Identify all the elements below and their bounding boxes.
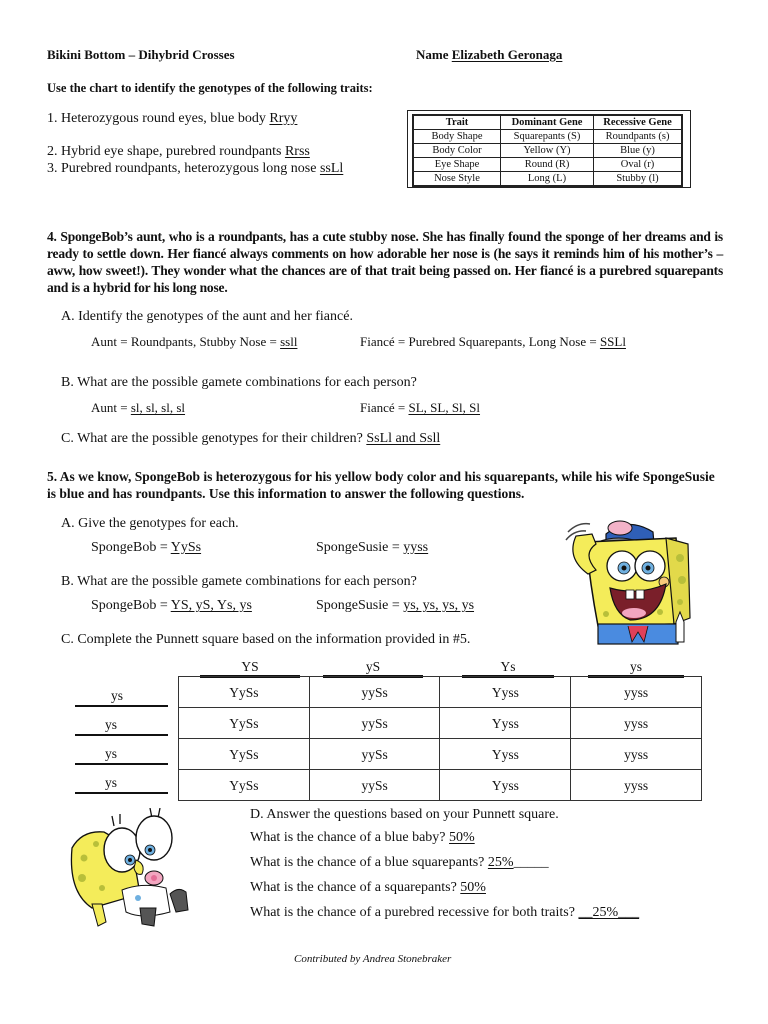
q5-d-answer: 25%	[487, 855, 514, 870]
q4-b-aunt-label: Aunt =	[91, 400, 131, 415]
q5-d-question-3	[250, 880, 486, 896]
recessive-cell: Stubby (l)	[594, 172, 683, 187]
q5-d-question-1	[250, 830, 475, 846]
punnett-cell: Yyss	[440, 770, 571, 801]
punnett-row	[179, 708, 702, 739]
punnett-cell: YySs	[179, 770, 310, 801]
footer-credit: Contributed by Andrea Stonebraker	[294, 953, 452, 965]
q5-b-spongebob	[91, 598, 252, 614]
baby-spongebob-illustration	[62, 808, 197, 928]
intro-item-3	[47, 161, 343, 177]
punnett-cell: Yyss	[440, 739, 571, 770]
punnett-cell: yyss	[571, 739, 702, 770]
recessive-cell: Oval (r)	[594, 158, 683, 172]
q5-d-answer: 50%	[460, 880, 486, 895]
intro-item-1	[47, 111, 297, 127]
q4-b-fiance-answer: SL, SL, Sl, Sl	[408, 400, 481, 415]
punnett-row	[179, 739, 702, 770]
punnett-row	[179, 770, 702, 801]
dominant-header: Dominant Gene	[501, 115, 594, 130]
trait-cell: Body Color	[413, 144, 501, 158]
q5-d-question-text: What is the chance of a blue squarepants?	[250, 855, 488, 870]
punnett-row-header	[75, 689, 168, 707]
q5-a-question: A. Give the genotypes for each.	[61, 516, 239, 531]
q4-c-question-text: C. What are the possible genotypes for their children?	[61, 431, 367, 446]
q4-a-aunt-label: Aunt = Roundpants, Stubby Nose =	[91, 334, 281, 349]
q4-c-question	[61, 431, 440, 447]
q5-b-susie-label: SpongeSusie =	[316, 598, 404, 613]
q4-a-fiance	[360, 334, 626, 350]
trait-cell: Nose Style	[413, 172, 501, 187]
q4-b-aunt	[91, 400, 185, 416]
intro-item-text: 1. Heterozygous round eyes, blue body	[47, 111, 270, 126]
trait-row	[413, 172, 682, 187]
spongebob-saluting-illustration	[548, 514, 698, 646]
q5-c-question: C. Complete the Punnett square based on the information provided in #5.	[61, 632, 471, 647]
intro-item-text: 2. Hybrid eye shape, purebred roundpants	[47, 144, 285, 159]
trait-cell: Eye Shape	[413, 158, 501, 172]
q4-b-question: B. What are the possible gamete combinations for each person?	[61, 375, 417, 390]
q5-d-suffix: _____	[513, 855, 549, 870]
row-header-label: ys	[105, 775, 118, 790]
q4-a-aunt	[91, 334, 297, 350]
q4-b-fiance-label: Fiancé =	[360, 400, 409, 415]
col-header-label: ys	[629, 659, 642, 674]
punnett-cell: yySs	[309, 739, 440, 770]
intro-item-answer: Rrss	[284, 144, 310, 159]
punnett-cell: YySs	[179, 739, 310, 770]
punnett-cell: Yyss	[440, 677, 571, 708]
intro-item-text: 3. Purebred roundpants, heterozygous long nose	[47, 161, 320, 176]
q5-b-susie-answer: ys, ys, ys, ys	[403, 598, 475, 613]
name-field	[416, 47, 562, 63]
trait-row	[413, 144, 682, 158]
col-header-label: Ys	[500, 659, 516, 674]
q4-b-fiance	[360, 400, 480, 416]
punnett-cell: Yyss	[440, 708, 571, 739]
dominant-cell: Squarepants (S)	[501, 130, 594, 144]
trait-header: Trait	[413, 115, 501, 130]
intro-item-answer: Rryy	[269, 111, 298, 126]
q4-a-fiance-answer: SSLl	[599, 334, 626, 349]
punnett-cell: YySs	[179, 708, 310, 739]
q4-c-answer: SsLl and Ssll	[366, 431, 441, 446]
punnett-row-header	[75, 776, 168, 794]
q5-a-bob-label: SpongeBob =	[91, 540, 171, 555]
q5-d-question-text: What is the chance of a blue baby?	[250, 830, 450, 845]
q5-d-answer: __25%___	[578, 905, 640, 920]
worksheet-title: Bikini Bottom – Dihybrid Crosses	[47, 47, 235, 62]
punnett-row-header	[75, 718, 168, 736]
punnett-cell: yySs	[309, 677, 440, 708]
q5-a-susie-answer: yyss	[403, 540, 429, 555]
q5-a-bob-answer: YySs	[170, 540, 202, 555]
name-label: Name	[416, 47, 449, 62]
punnett-cell: yyss	[571, 708, 702, 739]
trait-cell: Body Shape	[413, 130, 501, 144]
q5-a-susie-label: SpongeSusie =	[316, 540, 404, 555]
row-header-label: ys	[105, 717, 118, 732]
col-header-label: YS	[241, 659, 259, 674]
q4-a-question: A. Identify the genotypes of the aunt and her fiancé.	[61, 309, 353, 324]
q5-d-question-text: What is the chance of a squarepants?	[250, 880, 461, 895]
dominant-cell: Yellow (Y)	[501, 144, 594, 158]
trait-row	[413, 130, 682, 144]
q5-b-bob-answer: YS, yS, Ys, ys	[170, 598, 252, 613]
trait-chart-table	[412, 114, 683, 187]
q5-a-spongesusie	[316, 540, 428, 556]
question-4-paragraph: 4. SpongeBob’s aunt, who is a roundpants, has a cute stubby nose. She has finally found the sponge of her dreams and is ready to settle down. Her fiancé always comments on how adorable her nose is (he says it reminds him of his mother’s – aww, how sweet!). They wonder what the chances are of that trait being passed on. Her fiancé is a purebred squarepants and is a hybrid for his long nose.	[47, 229, 723, 295]
q5-b-bob-label: SpongeBob =	[91, 598, 171, 613]
dominant-cell: Long (L)	[501, 172, 594, 187]
q5-d-answer: 50%	[449, 830, 475, 845]
punnett-cell: yySs	[309, 770, 440, 801]
q5-d-question-4	[250, 905, 639, 921]
recessive-cell: Roundpants (s)	[594, 130, 683, 144]
trait-row	[413, 158, 682, 172]
q4-b-aunt-answer: sl, sl, sl, sl	[130, 400, 186, 415]
recessive-header: Recessive Gene	[594, 115, 683, 130]
instruction-text: Use the chart to identify the genotypes of the following traits:	[47, 81, 373, 95]
punnett-cell: yyss	[571, 770, 702, 801]
q5-d-heading: D. Answer the questions based on your Punnett square.	[250, 807, 559, 822]
q5-d-question-text: What is the chance of a purebred recessive for both traits?	[250, 905, 579, 920]
trait-chart-header-row	[413, 115, 682, 130]
recessive-cell: Blue (y)	[594, 144, 683, 158]
q4-a-aunt-answer: ssll	[280, 334, 298, 349]
q4-a-fiance-label: Fiancé = Purebred Squarepants, Long Nose =	[360, 334, 600, 349]
punnett-row	[179, 677, 702, 708]
row-header-label: ys	[105, 746, 118, 761]
row-header-label: ys	[111, 688, 124, 703]
punnett-cell: yyss	[571, 677, 702, 708]
punnett-cell: YySs	[179, 677, 310, 708]
intro-item-2	[47, 144, 310, 160]
intro-item-answer: ssLl	[319, 161, 344, 176]
punnett-row-header	[75, 747, 168, 765]
name-value: Elizabeth Geronaga	[451, 47, 563, 62]
q5-a-spongebob	[91, 540, 201, 556]
q5-d-question-2	[250, 855, 549, 871]
col-header-label: yS	[365, 659, 381, 674]
punnett-cell: yySs	[309, 708, 440, 739]
dominant-cell: Round (R)	[501, 158, 594, 172]
q5-b-question: B. What are the possible gamete combinations for each person?	[61, 574, 417, 589]
question-5-paragraph: 5. As we know, SpongeBob is heterozygous for his yellow body color and his squarepants, while his wife SpongeSusie is blue and has roundpants. Use this information to answer the following questions.	[47, 469, 715, 501]
q5-b-spongesusie	[316, 598, 474, 614]
punnett-square	[178, 676, 702, 801]
